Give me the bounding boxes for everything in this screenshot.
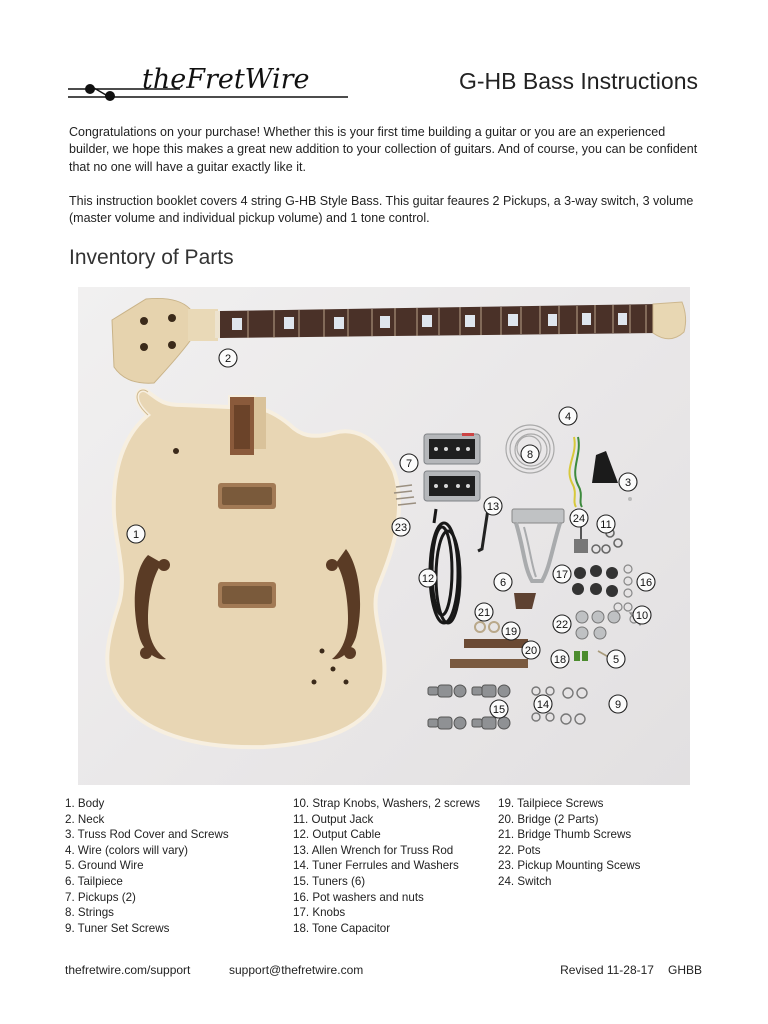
callout-11 xyxy=(597,515,615,533)
parts-list-item: 18. Tone Capacitor xyxy=(293,921,391,935)
parts-list-item: 11. Output Jack xyxy=(293,812,374,826)
switch-image xyxy=(574,523,600,553)
brand-logo xyxy=(68,60,350,104)
callout-9 xyxy=(609,695,627,713)
svg-text:23: 23 xyxy=(394,522,408,534)
wire-image xyxy=(569,437,582,507)
callout-1 xyxy=(127,525,145,543)
svg-text:16: 16 xyxy=(639,577,653,589)
callout-24 xyxy=(570,509,588,527)
svg-text:3: 3 xyxy=(624,477,632,489)
svg-text:6: 6 xyxy=(499,577,507,589)
revised-date: Revised 11-28-17 xyxy=(560,963,654,977)
parts-list-item: 16. Pot washers and nuts xyxy=(293,890,424,904)
output-cable-image xyxy=(430,509,460,623)
callout-13 xyxy=(484,497,502,515)
svg-text:2: 2 xyxy=(224,353,232,365)
document-code: GHBB xyxy=(667,963,702,977)
parts-photo xyxy=(78,287,690,785)
callout-10 xyxy=(633,606,651,624)
parts-list-item: 15. Tuners (6) xyxy=(293,874,366,888)
fretwire-logo-graphic xyxy=(68,60,350,104)
parts-list-item: 2. Neck xyxy=(65,812,105,826)
parts-list-item: 21. Bridge Thumb Screws xyxy=(498,828,632,842)
svg-text:18: 18 xyxy=(553,654,567,666)
section-heading: Inventory of Parts xyxy=(69,246,234,269)
callout-6 xyxy=(494,573,512,591)
svg-text:12: 12 xyxy=(421,573,435,585)
pickups-image xyxy=(424,433,480,501)
parts-list-item: 6. Tailpiece xyxy=(65,874,123,888)
intro-paragraph-1: Congratulations on your purchase! Whether this is your first time building a guitar or you are an experienced builder, we hope this makes a great new addition to your collection of guitars. And of course, you can be confident that no one will have a guitar exactly like it. xyxy=(69,125,698,174)
callout-18 xyxy=(551,650,569,668)
svg-text:19: 19 xyxy=(504,626,518,638)
neck-image xyxy=(112,298,686,383)
parts-list-item: 13. Allen Wrench for Truss Rod xyxy=(293,843,454,857)
body-image xyxy=(107,390,399,747)
callout-3 xyxy=(619,473,637,491)
truss-rod-cover-image xyxy=(592,451,618,483)
svg-text:11: 11 xyxy=(600,519,612,531)
parts-list-item: 8. Strings xyxy=(65,906,114,920)
parts-list-item: 9. Tuner Set Screws xyxy=(65,921,170,935)
callout-2 xyxy=(219,349,237,367)
svg-text:22: 22 xyxy=(555,619,569,631)
footer-email-link[interactable]: support@thefretwire.com xyxy=(229,963,364,977)
svg-text:9: 9 xyxy=(614,699,622,711)
parts-illustration xyxy=(78,287,690,785)
parts-list-item: 20. Bridge (2 Parts) xyxy=(498,812,599,826)
callout-22 xyxy=(553,615,571,633)
parts-list-item: 3. Truss Rod Cover and Screws xyxy=(65,828,229,842)
parts-list-item: 14. Tuner Ferrules and Washers xyxy=(293,859,459,873)
svg-text:7: 7 xyxy=(405,458,413,470)
callout-19 xyxy=(502,622,520,640)
callout-16 xyxy=(637,573,655,591)
callout-15 xyxy=(490,700,508,718)
parts-list-item: 5. Ground Wire xyxy=(65,859,144,873)
parts-list-item: 17. Knobs xyxy=(293,906,346,920)
parts-list-item: 4. Wire (colors will vary) xyxy=(65,843,189,857)
parts-list-item: 19. Tailpiece Screws xyxy=(498,797,604,810)
callout-5 xyxy=(607,650,625,668)
tone-capacitor-image xyxy=(574,651,580,661)
parts-list-item: 24. Switch xyxy=(498,874,552,888)
svg-text:14: 14 xyxy=(536,699,550,711)
svg-text:8: 8 xyxy=(526,449,534,461)
callout-21 xyxy=(475,603,493,621)
callout-14 xyxy=(534,695,552,713)
parts-list-item: 1. Body xyxy=(65,797,105,810)
pots-knobs-image xyxy=(572,565,648,639)
svg-text:10: 10 xyxy=(635,610,649,622)
bridge-image xyxy=(450,593,536,668)
callout-4 xyxy=(559,407,577,425)
page-title: G-HB Bass Instructions xyxy=(458,68,698,94)
svg-text:20: 20 xyxy=(524,645,538,657)
logo-text: theFretWire xyxy=(142,64,310,95)
parts-list-column-2 xyxy=(293,796,480,936)
footer-revision xyxy=(560,963,702,977)
parts-list-column-3 xyxy=(498,796,640,890)
parts-list-item: 23. Pickup Mounting Scews xyxy=(498,859,641,873)
svg-text:1: 1 xyxy=(132,529,140,541)
callout-20 xyxy=(522,641,540,659)
parts-list-item: 22. Pots xyxy=(498,843,541,857)
footer-support-link[interactable]: thefretwire.com/support xyxy=(65,963,191,977)
parts-list-item: 7. Pickups (2) xyxy=(65,890,136,904)
intro-paragraph-2: This instruction booklet covers 4 string G-HB Style Bass. This guitar feaures 2 Pickups, a 3-way switch, 3 volume (master volume and individual pickup volume) and 1 tone control. xyxy=(69,194,694,226)
svg-text:5: 5 xyxy=(612,654,620,666)
svg-text:17: 17 xyxy=(555,569,569,581)
svg-text:15: 15 xyxy=(492,704,506,716)
svg-text:13: 13 xyxy=(486,501,500,513)
allen-wrench-image xyxy=(478,509,488,551)
callout-8 xyxy=(521,445,539,463)
svg-text:21: 21 xyxy=(477,607,491,619)
parts-list-item: 10. Strap Knobs, Washers, 2 screws xyxy=(293,797,481,810)
parts-list-column-1 xyxy=(65,796,229,936)
callout-7 xyxy=(400,454,418,472)
callout-12 xyxy=(419,569,437,587)
parts-list-item: 12. Output Cable xyxy=(293,828,381,842)
svg-text:4: 4 xyxy=(564,411,572,423)
callout-17 xyxy=(553,565,571,583)
callout-23 xyxy=(392,518,410,536)
svg-text:24: 24 xyxy=(572,513,586,525)
